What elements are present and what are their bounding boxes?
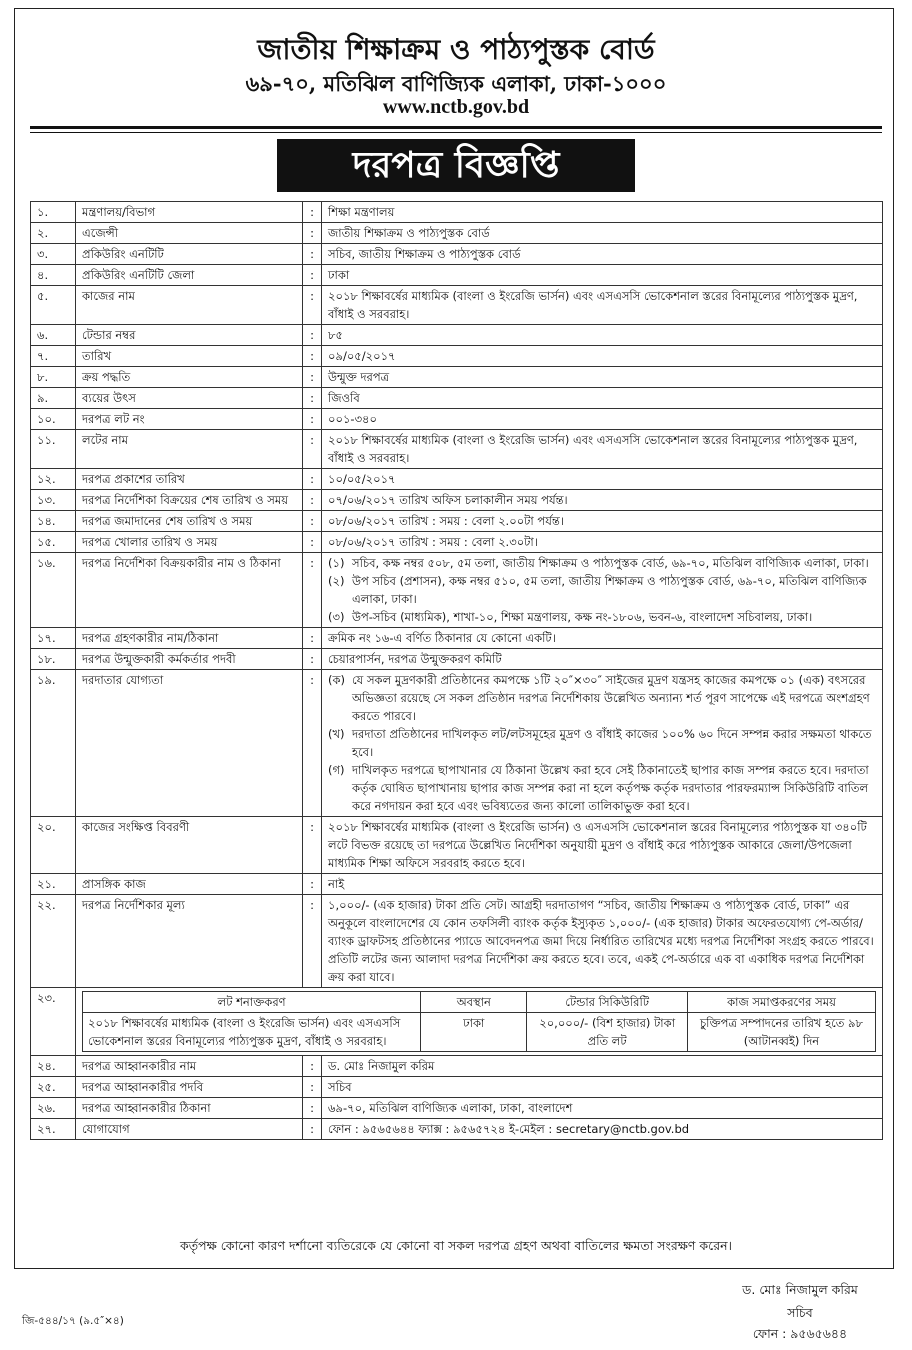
row-label: এজেন্সী [76,223,303,244]
row-number: ২১. [31,874,76,895]
org-address: ৬৯-৭০, মতিঝিল বাণিজ্যিক এলাকা, ঢাকা-১০০০ [245,71,667,96]
list-item-marker: (গ) [328,763,345,777]
row-label: দরপত্র গ্রহণকারীর নাম/ঠিকানা [76,628,303,649]
row-value: ঢাকা [322,265,883,286]
lot-table-header-cell: লট শনাক্তকরণ [83,992,421,1013]
row-label: দরপত্র নির্দেশিকা বিক্রয়ের শেষ তারিখ ও সময় [76,490,303,511]
row-value: সচিব [322,1077,883,1098]
row-value: ফোন : ৯৫৬৫৬৪৪ ফ্যাক্স : ৯৫৬৫৭২৪ ই-মেইল : secretary@nctb.gov.bd [322,1119,883,1140]
row-value-list [322,553,883,628]
table-row [31,895,883,988]
row-separator: : [303,202,322,223]
table-row [31,988,883,1056]
lot-table-header [83,992,876,1013]
lot-table-header-cell: টেন্ডার সিকিউরিটি [527,992,688,1013]
row-separator: : [303,649,322,670]
row-label: ক্রয় পদ্ধতি [76,367,303,388]
row-number: ৭. [31,346,76,367]
table-row [31,874,883,895]
row-value-list [322,670,883,817]
lot-table-header-cell: কাজ সমাপ্তকরণের সময় [687,992,875,1013]
row-label: মন্ত্রণালয়/বিভাগ [76,202,303,223]
row-separator: : [303,874,322,895]
notice-banner: দরপত্র বিজ্ঞপ্তি [277,139,635,192]
table-row [31,430,883,469]
table-row [31,388,883,409]
lot-table [82,991,876,1052]
row-number: ৪. [31,265,76,286]
table-row [31,490,883,511]
list-item [328,761,876,815]
row-value: ০৭/০৬/২০১৭ তারিখ অফিস চলাকালীন সময় পর্যন্ত। [322,490,883,511]
row-label: দরপত্র নির্দেশিকা বিক্রয়কারীর নাম ও ঠিকানা [76,553,303,628]
row-separator: : [303,244,322,265]
row-separator: : [303,409,322,430]
row-separator: : [303,532,322,553]
row-number: ১৬. [31,553,76,628]
row-label: দরপত্র উন্মুক্তকারী কর্মকর্তার পদবী [76,649,303,670]
row-number: ১১. [31,430,76,469]
row-separator: : [303,628,322,649]
row-label: কাজের সংক্ষিপ্ত বিবরণী [76,817,303,874]
row-separator: : [303,223,322,244]
row-number: ২. [31,223,76,244]
table-row [31,511,883,532]
row-label: প্রকিউরিং এনটিটি জেলা [76,265,303,286]
row-value: ০৯/০৫/২০১৭ [322,346,883,367]
row-number: ৬. [31,325,76,346]
row-number: ৯. [31,388,76,409]
row-value: ২০১৮ শিক্ষাবর্ষের মাধ্যমিক (বাংলা ও ইংরেজি ভার্সন) ও এসএসসি ভোকেশনাল স্তরের বিনামূল্যের পাঠ্যপুস্তক যা ৩৪০টি লটে বিভক্ত রয়েছে তা দরপত্রে উল্লেখিত নির্দেশিকা অনুযায়ী মুদ্রণ ও বাঁধাই করে পাঠ্যপুস্তক আকারে জেলা/উপজেলা মাধ্যমিক শিক্ষা অফিসে সরবরাহ করতে হবে। [322,817,883,874]
row-number: ৩. [31,244,76,265]
print-code: জি-৫৪৪/১৭ (৯.৫″×৪) [22,1315,124,1327]
list-item-marker: (ক) [328,673,346,687]
row-number: ১৩. [31,490,76,511]
row-value: জিওবি [322,388,883,409]
table-row [31,325,883,346]
row-separator: : [303,1098,322,1119]
row-label: দরদাতার যোগ্যতা [76,670,303,817]
table-row [31,817,883,874]
list-item-text: দাখিলকৃত দরপত্রে ছাপাখানার যে ঠিকানা উল্লেখ করা হবে সেই ঠিকানাতেই ছাপার কাজ সম্পন্ন করতে হবে। দরদাতা কর্তৃক ঘোষিত ছাপাখানায় ছাপার কাজ সম্পন্ন করা না হলে কর্তৃপক্ষ কর্তৃক দরদাতার পারফরম্যান্স সিকিউরিটি বাতিল করে নগদায়ন করা হবে এবং ভবিষ্যতের জন্য কালো তালিকাভুক্ত করা হবে। [352,763,869,813]
list-item-text: উপ সচিব (প্রশাসন), কক্ষ নম্বর ৫১০, ৫ম তলা, জাতীয় শিক্ষাক্রম ও পাঠ্যপুস্তক বোর্ড, ৬৯-৭০, মতিঝিল বাণিজ্যিক এলাকা, ঢাকা। [352,574,867,606]
list-item-marker: (৩) [328,610,345,624]
row-separator: : [303,286,322,325]
row-separator: : [303,346,322,367]
header-rule-thick [30,126,882,129]
row-separator: : [303,895,322,988]
row-value: ৬৯-৭০, মতিঝিল বাণিজ্যিক এলাকা, ঢাকা, বাংলাদেশ [322,1098,883,1119]
row-separator: : [303,1056,322,1077]
row-value: ১,০০০/- (এক হাজার) টাকা প্রতি সেট। আগ্রহী দরদাতাগণ “সচিব, জাতীয় শিক্ষাক্রম ও পাঠ্যপুস্তক বোর্ড, ঢাকা” এর অনুকূলে বাংলাদেশের যে কোন তফসিলী ব্যাংক কর্তৃক ইস্যুকৃত ১,০০০/- (এক হাজার) টাকার অফেরতযোগ্য পে-অর্ডার/ব্যাংক ড্রাফটসহ প্রতিষ্ঠানের প্যাডে আবেদনপত্র জমা দিয়ে নির্ধারিত তারিখের মধ্যে দরপত্র নির্দেশিকা সংগ্রহ করতে পারবে। প্রতিটি লটের জন্য আলাদা দরপত্র নির্দেশিকা ক্রয় করতে হবে। তবে, একই পে-অর্ডারে এক বা একাধিক দরপত্র নির্দেশিকা ক্রয় করা যাবে। [322,895,883,988]
table-row [31,1119,883,1140]
row-number: ২৩. [31,988,76,1056]
signatory-phone: ফোন : ৯৫৬৫৬৪৪ [752,1326,848,1341]
row-number: ১০. [31,409,76,430]
row-value: ২০১৮ শিক্ষাবর্ষের মাধ্যমিক (বাংলা ও ইংরেজি ভার্সন) এবং এসএসসি ভোকেশনাল স্তরের বিনামূল্যের পাঠ্যপুস্তক মুদ্রণ, বাঁধাই ও সরবরাহ। [322,286,883,325]
header-rule-thin [30,132,882,133]
row-value: উন্মুক্ত দরপত্র [322,367,883,388]
table-row [31,1056,883,1077]
table-row [31,670,883,817]
row-separator: : [303,367,322,388]
row-value: ০৮/০৬/২০১৭ তারিখ : সময় : বেলা ২.৩০টা। [322,532,883,553]
table-row [31,244,883,265]
row-number: ২৬. [31,1098,76,1119]
row-number: ৫. [31,286,76,325]
list-item-marker: (খ) [328,727,345,741]
table-row [31,346,883,367]
row-value: ড. মোঃ নিজামুল করিম [322,1056,883,1077]
row-label: কাজের নাম [76,286,303,325]
row-separator: : [303,265,322,286]
row-value: ১০/০৫/২০১৭ [322,469,883,490]
table-row [31,469,883,490]
row-separator: : [303,490,322,511]
row-value: চেয়ারপার্সন, দরপত্র উন্মুক্তকরণ কমিটি [322,649,883,670]
row-separator: : [303,670,322,817]
table-row [31,286,883,325]
signatory-name: ড. মোঃ নিজামুল করিম [742,1282,858,1297]
list-item [328,554,876,572]
row-separator: : [303,469,322,490]
table-row [31,202,883,223]
row-number: ১৯. [31,670,76,817]
row-number: ১৭. [31,628,76,649]
row-separator: : [303,553,322,628]
list-item [328,572,876,608]
row-separator: : [303,1119,322,1140]
row-number: ১৮. [31,649,76,670]
list-item [328,671,876,725]
table-row [31,367,883,388]
list-item-marker: (২) [328,574,345,588]
row-label: দরপত্র লট নং [76,409,303,430]
row-number: ১. [31,202,76,223]
row-number: ১২. [31,469,76,490]
list-item [328,725,876,761]
lot-table-cell-value: ২০,০০০/- (বিশ হাজার) টাকা প্রতি লট [527,1013,688,1052]
row-separator: : [303,430,322,469]
row-label: ব্যয়ের উৎস [76,388,303,409]
list-item-text: দরদাতা প্রতিষ্ঠানের দাখিলকৃত লট/লটসমূহের মুদ্রণ ও বাঁধাই কাজের ১০০% ৬০ দিনে সম্পন্ন করার সক্ষমতা থাকতে হবে। [352,727,872,759]
org-title: জাতীয় শিক্ষাক্রম ও পাঠ্যপুস্তক বোর্ড [257,33,655,66]
row-separator: : [303,325,322,346]
row-value: জাতীয় শিক্ষাক্রম ও পাঠ্যপুস্তক বোর্ড [322,223,883,244]
row-number: ৮. [31,367,76,388]
list-item-marker: (১) [328,556,345,570]
lot-table-cell [76,988,883,1056]
row-label: দরপত্র খোলার তারিখ ও সময় [76,532,303,553]
table-row [31,1098,883,1119]
lot-table-cell-value: ২০১৮ শিক্ষাবর্ষের মাধ্যমিক (বাংলা ও ইংরেজি ভার্সন) এবং এসএসসি ভোকেশনাল স্তরের বিনামূল্যের পাঠ্যপুস্তক মুদ্রণ, বাঁধাই ও সরবরাহ। [83,1013,421,1052]
lot-table-header-cell: অবস্থান [421,992,527,1013]
row-value: ক্রমিক নং ১৬-এ বর্ণিত ঠিকানার যে কোনো একটি। [322,628,883,649]
row-label: প্রকিউরিং এনটিটি [76,244,303,265]
table-row [31,553,883,628]
table-row [31,265,883,286]
row-value: সচিব, জাতীয় শিক্ষাক্রম ও পাঠ্যপুস্তক বোর্ড [322,244,883,265]
table-row [31,628,883,649]
footer-note: কর্তৃপক্ষ কোনো কারণ দর্শানো ব্যতিরেকে যে কোনো বা সকল দরপত্র গ্রহণ অথবা বাতিলের ক্ষমতা সংরক্ষণ করেন। [179,1238,732,1253]
row-separator: : [303,511,322,532]
row-value: নাই [322,874,883,895]
lot-table-cell-value: চুক্তিপত্র সম্পাদনের তারিখ হতে ৯৮ (আটানব্বই) দিন [687,1013,875,1052]
row-separator: : [303,388,322,409]
row-label: দরপত্র প্রকাশের তারিখ [76,469,303,490]
row-value: ২০১৮ শিক্ষাবর্ষের মাধ্যমিক (বাংলা ও ইংরেজি ভার্সন) এবং এসএসসি ভোকেশনাল স্তরের বিনামূল্যের পাঠ্যপুস্তক মুদ্রণ, বাঁধাই ও সরবরাহ। [322,430,883,469]
row-label: তারিখ [76,346,303,367]
row-label: দরপত্র আহ্বানকারীর পদবি [76,1077,303,1098]
list-item-text: যে সকল মুদ্রণকারী প্রতিষ্ঠানের কমপক্ষে ১টি ২০″×৩০″ সাইজের মুদ্রণ যন্ত্রসহ কাজের কমপক্ষে ০১ (এক) বৎসরের অভিজ্ঞতা রয়েছে সে সকল প্রতিষ্ঠান দরপত্র নির্দেশিকায় উল্লেখিত অন্যান্য শর্ত পূরণ সাপেক্ষে এই দরপত্রে অংশগ্রহণ করতে পারবে। [352,673,870,723]
org-website: www.nctb.gov.bd [382,96,530,118]
row-value: ০৮/০৬/২০১৭ তারিখ : সময় : বেলা ২.০০টা পর্যন্ত। [322,511,883,532]
table-row [31,409,883,430]
lot-table-cell-value: ঢাকা [421,1013,527,1052]
lot-table-row [83,1013,876,1052]
row-number: ২৫. [31,1077,76,1098]
row-number: ২৭. [31,1119,76,1140]
tender-details-table [30,201,883,1140]
signatory-title: সচিব [787,1305,813,1320]
row-number: ২৪. [31,1056,76,1077]
row-label: দরপত্র নির্দেশিকার মূল্য [76,895,303,988]
table-row [31,1077,883,1098]
row-label: দরপত্র জমাদানের শেষ তারিখ ও সময় [76,511,303,532]
table-row [31,649,883,670]
row-number: ১৫. [31,532,76,553]
list-item [328,608,876,626]
row-label: টেন্ডার নম্বর [76,325,303,346]
table-row [31,223,883,244]
row-separator: : [303,817,322,874]
row-number: ২০. [31,817,76,874]
row-value: শিক্ষা মন্ত্রণালয় [322,202,883,223]
row-separator: : [303,1077,322,1098]
row-label: যোগাযোগ [76,1119,303,1140]
row-number: ১৪. [31,511,76,532]
row-label: প্রাসঙ্গিক কাজ [76,874,303,895]
row-value: ০০১-৩৪০ [322,409,883,430]
row-value: ৮৫ [322,325,883,346]
table-row [31,532,883,553]
list-item-text: সচিব, কক্ষ নম্বর ৫০৮, ৫ম তলা, জাতীয় শিক্ষাক্রম ও পাঠ্যপুস্তক বোর্ড, ৬৯-৭০, মতিঝিল বাণিজ্যিক এলাকা, ঢাকা। [352,556,869,570]
row-label: লটের নাম [76,430,303,469]
row-number: ২২. [31,895,76,988]
row-label: দরপত্র আহ্বানকারীর নাম [76,1056,303,1077]
row-label: দরপত্র আহ্বানকারীর ঠিকানা [76,1098,303,1119]
list-item-text: উপ-সচিব (মাধ্যমিক), শাখা-১০, শিক্ষা মন্ত্রণালয়, কক্ষ নং-১৮০৬, ভবন-৬, বাংলাদেশ সচিবালয়, ঢাকা। [352,610,813,624]
